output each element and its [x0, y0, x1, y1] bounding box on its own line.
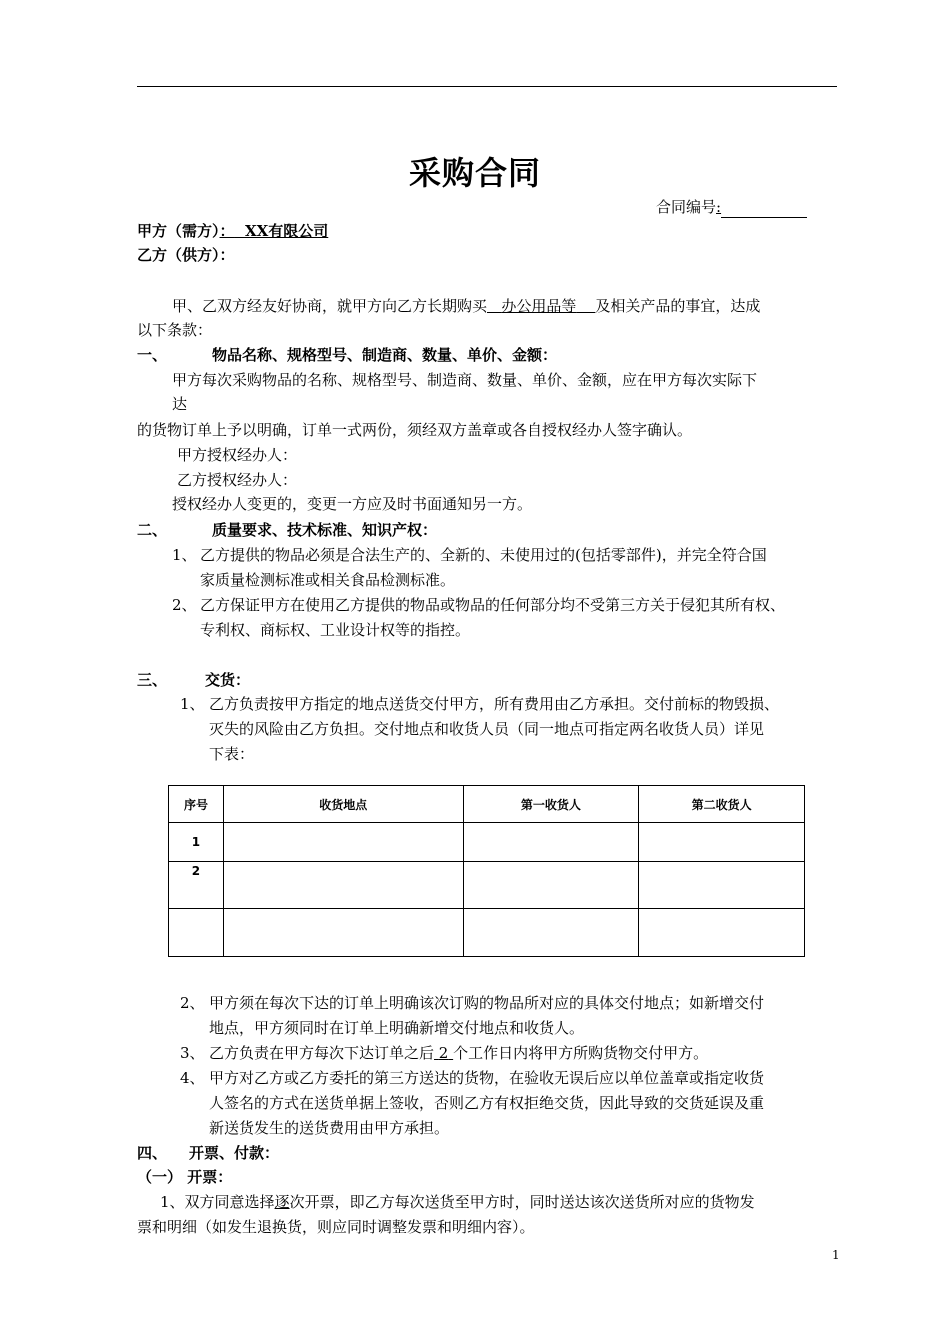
row-first-receiver[interactable]	[463, 823, 639, 862]
row-serial: 2	[169, 862, 224, 909]
intro-line-1	[172, 296, 760, 316]
row-location[interactable]	[223, 862, 463, 909]
section-4-para-1	[160, 1192, 755, 1212]
contract-number-colon: :	[716, 198, 722, 216]
party-b-label: 乙方（供方）：	[137, 246, 235, 264]
document-title: 采购合同	[408, 154, 541, 192]
invoice-mode: 逐	[274, 1193, 290, 1211]
table-row	[169, 823, 805, 862]
intro-post: 及相关产品的事宜，达成	[595, 297, 761, 315]
table-header-row	[169, 786, 805, 823]
section-3-item-1c: 下表：	[209, 745, 255, 763]
section-3-item-1a: 乙方负责按甲方指定的地点送货交付甲方，所有费用由乙方承担。交付前标的物毁损、	[209, 695, 780, 713]
section-2-number: 二、	[137, 521, 168, 539]
section-3-item-2a: 甲方须在每次下达的订单上明确该次订购的物品所对应的具体交付地点；如新增交付	[209, 994, 765, 1012]
section-3-title: 交货：	[205, 671, 251, 689]
section-4-subtitle: （一） 开票：	[137, 1168, 233, 1186]
party-a-label: 甲方（需方）	[137, 222, 220, 240]
section-3-item-4a: 甲方对乙方或乙方委托的第三方送达的货物，在验收无误后应以单位盖章或指定收货	[209, 1069, 765, 1087]
row-location[interactable]	[223, 823, 463, 862]
page-number: 1	[832, 1248, 840, 1262]
section-2-item-1a: 乙方提供的物品必须是合法生产的、全新的、未使用过的(包括零部件)，并完全符合国	[200, 546, 767, 564]
row-second-receiver[interactable]	[639, 909, 805, 957]
party-a-name: XX有限公司	[244, 222, 329, 240]
table-row	[169, 909, 805, 957]
delivery-days: 2	[438, 1044, 449, 1062]
row-location[interactable]	[223, 909, 463, 957]
party-a-agent: 甲方授权经办人：	[177, 446, 298, 464]
header-first-receiver: 第一收货人	[463, 786, 639, 823]
party-a	[137, 221, 328, 241]
section-1-number: 一、	[137, 346, 168, 364]
section-1-para-1c: 的货物订单上予以明确，订单一式两份，须经双方盖章或各自授权经办人签字确认。	[137, 421, 693, 439]
delivery-days-pre: 乙方负责在甲方每次下达订单之后	[209, 1044, 435, 1062]
section-2-item-2-number: 2、	[172, 596, 197, 614]
row-first-receiver[interactable]	[463, 862, 639, 909]
row-serial: 1	[169, 823, 224, 862]
section-1-title: 物品名称、规格型号、制造商、数量、单价、金额：	[212, 346, 558, 364]
row-second-receiver[interactable]	[639, 862, 805, 909]
agent-change-note: 授权经办人变更的，变更一方应及时书面通知另一方。	[172, 495, 533, 513]
section-1-para-1a: 甲方每次采购物品的名称、规格型号、制造商、数量、单价、金额，应在甲方每次实际下	[172, 371, 758, 389]
contract-number-label: 合同编号	[656, 198, 717, 216]
section-3-number: 三、	[137, 671, 168, 689]
invoice-pre: 1、双方同意选择	[160, 1193, 275, 1211]
header-location: 收货地点	[223, 786, 463, 823]
section-4-number: 四、	[137, 1144, 168, 1162]
section-3-item-4b: 人签名的方式在送货单据上签收，否则乙方有权拒绝交货，因此导致的交货延误及重	[209, 1094, 765, 1112]
header-rule	[137, 86, 837, 87]
section-1-para-1b: 达	[172, 395, 188, 413]
section-2-title: 质量要求、技术标准、知识产权：	[212, 521, 438, 539]
delivery-days-post: 个工作日内将甲方所购货物交付甲方。	[453, 1044, 709, 1062]
party-a-colon: ：	[219, 222, 235, 240]
party-b-agent: 乙方授权经办人：	[177, 471, 298, 489]
section-2-item-1-number: 1、	[172, 546, 197, 564]
invoice-post: 次开票，即乙方每次送货至甲方时，同时送达该次送货所对应的货物发	[289, 1193, 755, 1211]
header-second-receiver: 第二收货人	[639, 786, 805, 823]
row-second-receiver[interactable]	[639, 823, 805, 862]
header-serial: 序号	[169, 786, 224, 823]
section-2-item-1b: 家质量检测标准或相关食品检测标准。	[200, 571, 456, 589]
section-2-item-2a: 乙方保证甲方在使用乙方提供的物品或物品的任何部分均不受第三方关于侵犯其所有权、	[200, 596, 786, 614]
section-3-item-3-number: 3、	[180, 1044, 205, 1062]
section-4-para-1b: 票和明细（如发生退换货，则应同时调整发票和明细内容）。	[137, 1218, 535, 1236]
section-3-item-4c: 新送货发生的送货费用由甲方承担。	[209, 1119, 450, 1137]
section-3-item-1-number: 1、	[180, 695, 205, 713]
row-first-receiver[interactable]	[463, 909, 639, 957]
section-3-item-1b: 灭失的风险由乙方负担。交付地点和收货人员（同一地点可指定两名收货人员）详见	[209, 720, 765, 738]
section-4-title: 开票、付款：	[189, 1144, 280, 1162]
section-3-item-3	[209, 1043, 708, 1063]
delivery-table	[168, 785, 805, 957]
contract-number-blank[interactable]	[721, 197, 807, 218]
intro-goods: 办公用品等	[501, 297, 577, 315]
section-3-item-2b: 地点，甲方须同时在订单上明确新增交付地点和收货人。	[209, 1019, 585, 1037]
section-3-item-2-number: 2、	[180, 994, 205, 1012]
section-2-item-2b: 专利权、商标权、工业设计权等的指控。	[200, 621, 471, 639]
section-3-item-4-number: 4、	[180, 1069, 205, 1087]
intro-pre: 甲、乙双方经友好协商，就甲方向乙方长期购买	[172, 297, 488, 315]
row-serial	[169, 909, 224, 957]
table-row	[169, 862, 805, 909]
intro-line-2: 以下条款：	[137, 321, 213, 339]
contract-number	[656, 197, 807, 218]
